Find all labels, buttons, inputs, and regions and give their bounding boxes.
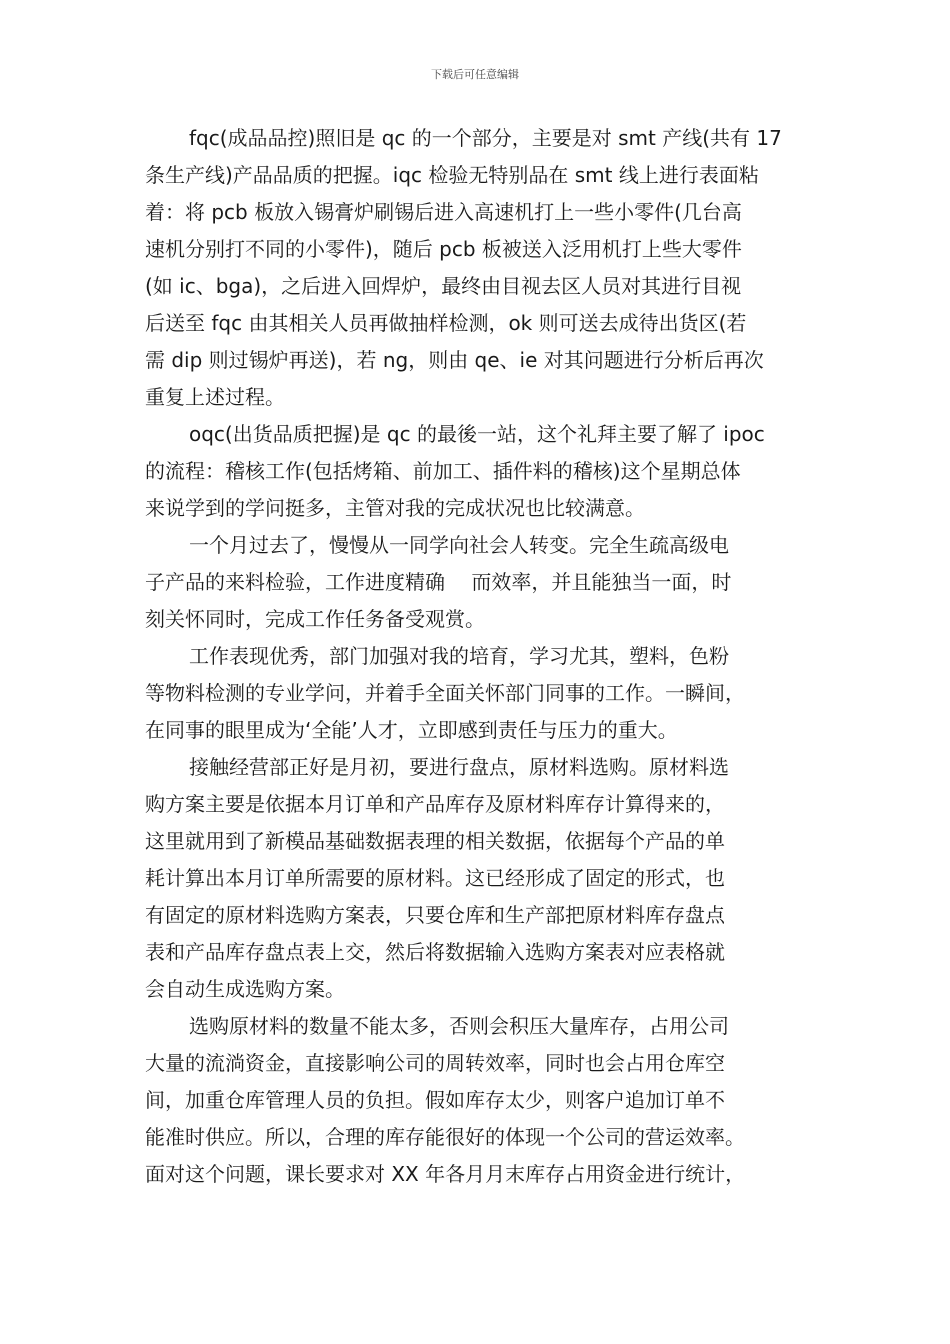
text-line: 一个月过去了，慢慢从一同学向社会人转变。完全生疏高级电 [189, 533, 729, 557]
text-line: 在同事的眼里成为‘全能’人才，立即感到责任与压力的重大。 [145, 718, 678, 742]
text-line: 重复上述过程。 [145, 385, 285, 409]
text-line: 选购原材料的数量不能太多，否则会积压大量库存，占用公司 [189, 1014, 729, 1038]
text-line: oqc(出货品质把握)是 qc 的最後一站，这个礼拜主要了解了 ipoc [189, 422, 765, 446]
text-line: 这里就用到了新模品基础数据表理的相关数据，依据每个产品的单 [145, 829, 725, 853]
text-line: 刻关怀同时，完成工作任务备受观赏。 [145, 607, 485, 631]
paragraph-inventory [145, 1008, 813, 1193]
text-line: 购方案主要是依据本月订单和产品库存及原材料库存计算得来的， [145, 792, 725, 816]
paragraph-performance [145, 638, 813, 749]
text-line: (如 ic、bga)，之后进入回焊炉，最终由目视去区人员对其进行目视 [145, 274, 742, 298]
text-line: 子产品的来料检验，工作进度精确 而效率，并且能独当一面，时 [145, 570, 732, 594]
text-line: fqc(成品品控)照旧是 qc 的一个部分，主要是对 smt 产线(共有 17 [189, 126, 782, 150]
text-line: 着：将 pcb 板放入锡膏炉刷锡后进入高速机打上一些小零件(几台高 [145, 200, 742, 224]
text-line: 需 dip 则过锡炉再送)，若 ng，则由 qe、ie 对其问题进行分析后再次 [145, 348, 764, 372]
document-body [145, 120, 813, 1193]
text-line: 表和产品库存盘点表上交，然后将数据输入选购方案表对应表格就 [145, 940, 725, 964]
paragraph-fqc [145, 120, 813, 416]
paragraph-month-review [145, 527, 813, 638]
text-line: 的流程：稽核工作(包括烤箱、前加工、插件料的稽核)这个星期总体 [145, 459, 741, 483]
text-line: 大量的流淌资金，直接影响公司的周转效率，同时也会占用仓库空 [145, 1051, 725, 1075]
text-line: 来说学到的学问挺多，主管对我的完成状况也比较满意。 [145, 496, 645, 520]
text-line: 耗计算出本月订单所需要的原材料。这已经形成了固定的形式，也 [145, 866, 725, 890]
text-line: 后送至 fqc 由其相关人员再做抽样检测，ok 则可送去成待出货区(若 [145, 311, 747, 335]
paragraph-oqc [145, 416, 813, 527]
text-line: 速机分别打不同的小零件)，随后 pcb 板被送入泛用机打上些大零件 [145, 237, 742, 261]
text-line: 等物料检测的专业学问，并着手全面关怀部门同事的工作。一瞬间， [145, 681, 745, 705]
text-line: 间，加重仓库管理人员的负担。假如库存太少，则客户追加订单不 [145, 1088, 725, 1112]
text-line: 会自动生成选购方案。 [145, 977, 345, 1001]
page-header: 下载后可任意编辑 [431, 68, 519, 81]
text-line: 条生产线)产品品质的把握。iqc 检验无特别品在 smt 线上进行表面粘 [145, 163, 759, 187]
text-line: 工作表现优秀，部门加强对我的培育，学习尤其，塑料，色粉 [189, 644, 729, 668]
text-line: 有固定的原材料选购方案表，只要仓库和生产部把原材料库存盘点 [145, 903, 725, 927]
text-line: 能准时供应。所以，合理的库存能很好的体现一个公司的营运效率。 [145, 1125, 745, 1149]
paragraph-purchasing-plan [145, 749, 813, 1008]
text-line: 接触经营部正好是月初，要进行盘点，原材料选购。原材料选 [189, 755, 729, 779]
text-line: 面对这个问题，课长要求对 XX 年各月月末库存占用资金进行统计， [145, 1162, 746, 1186]
